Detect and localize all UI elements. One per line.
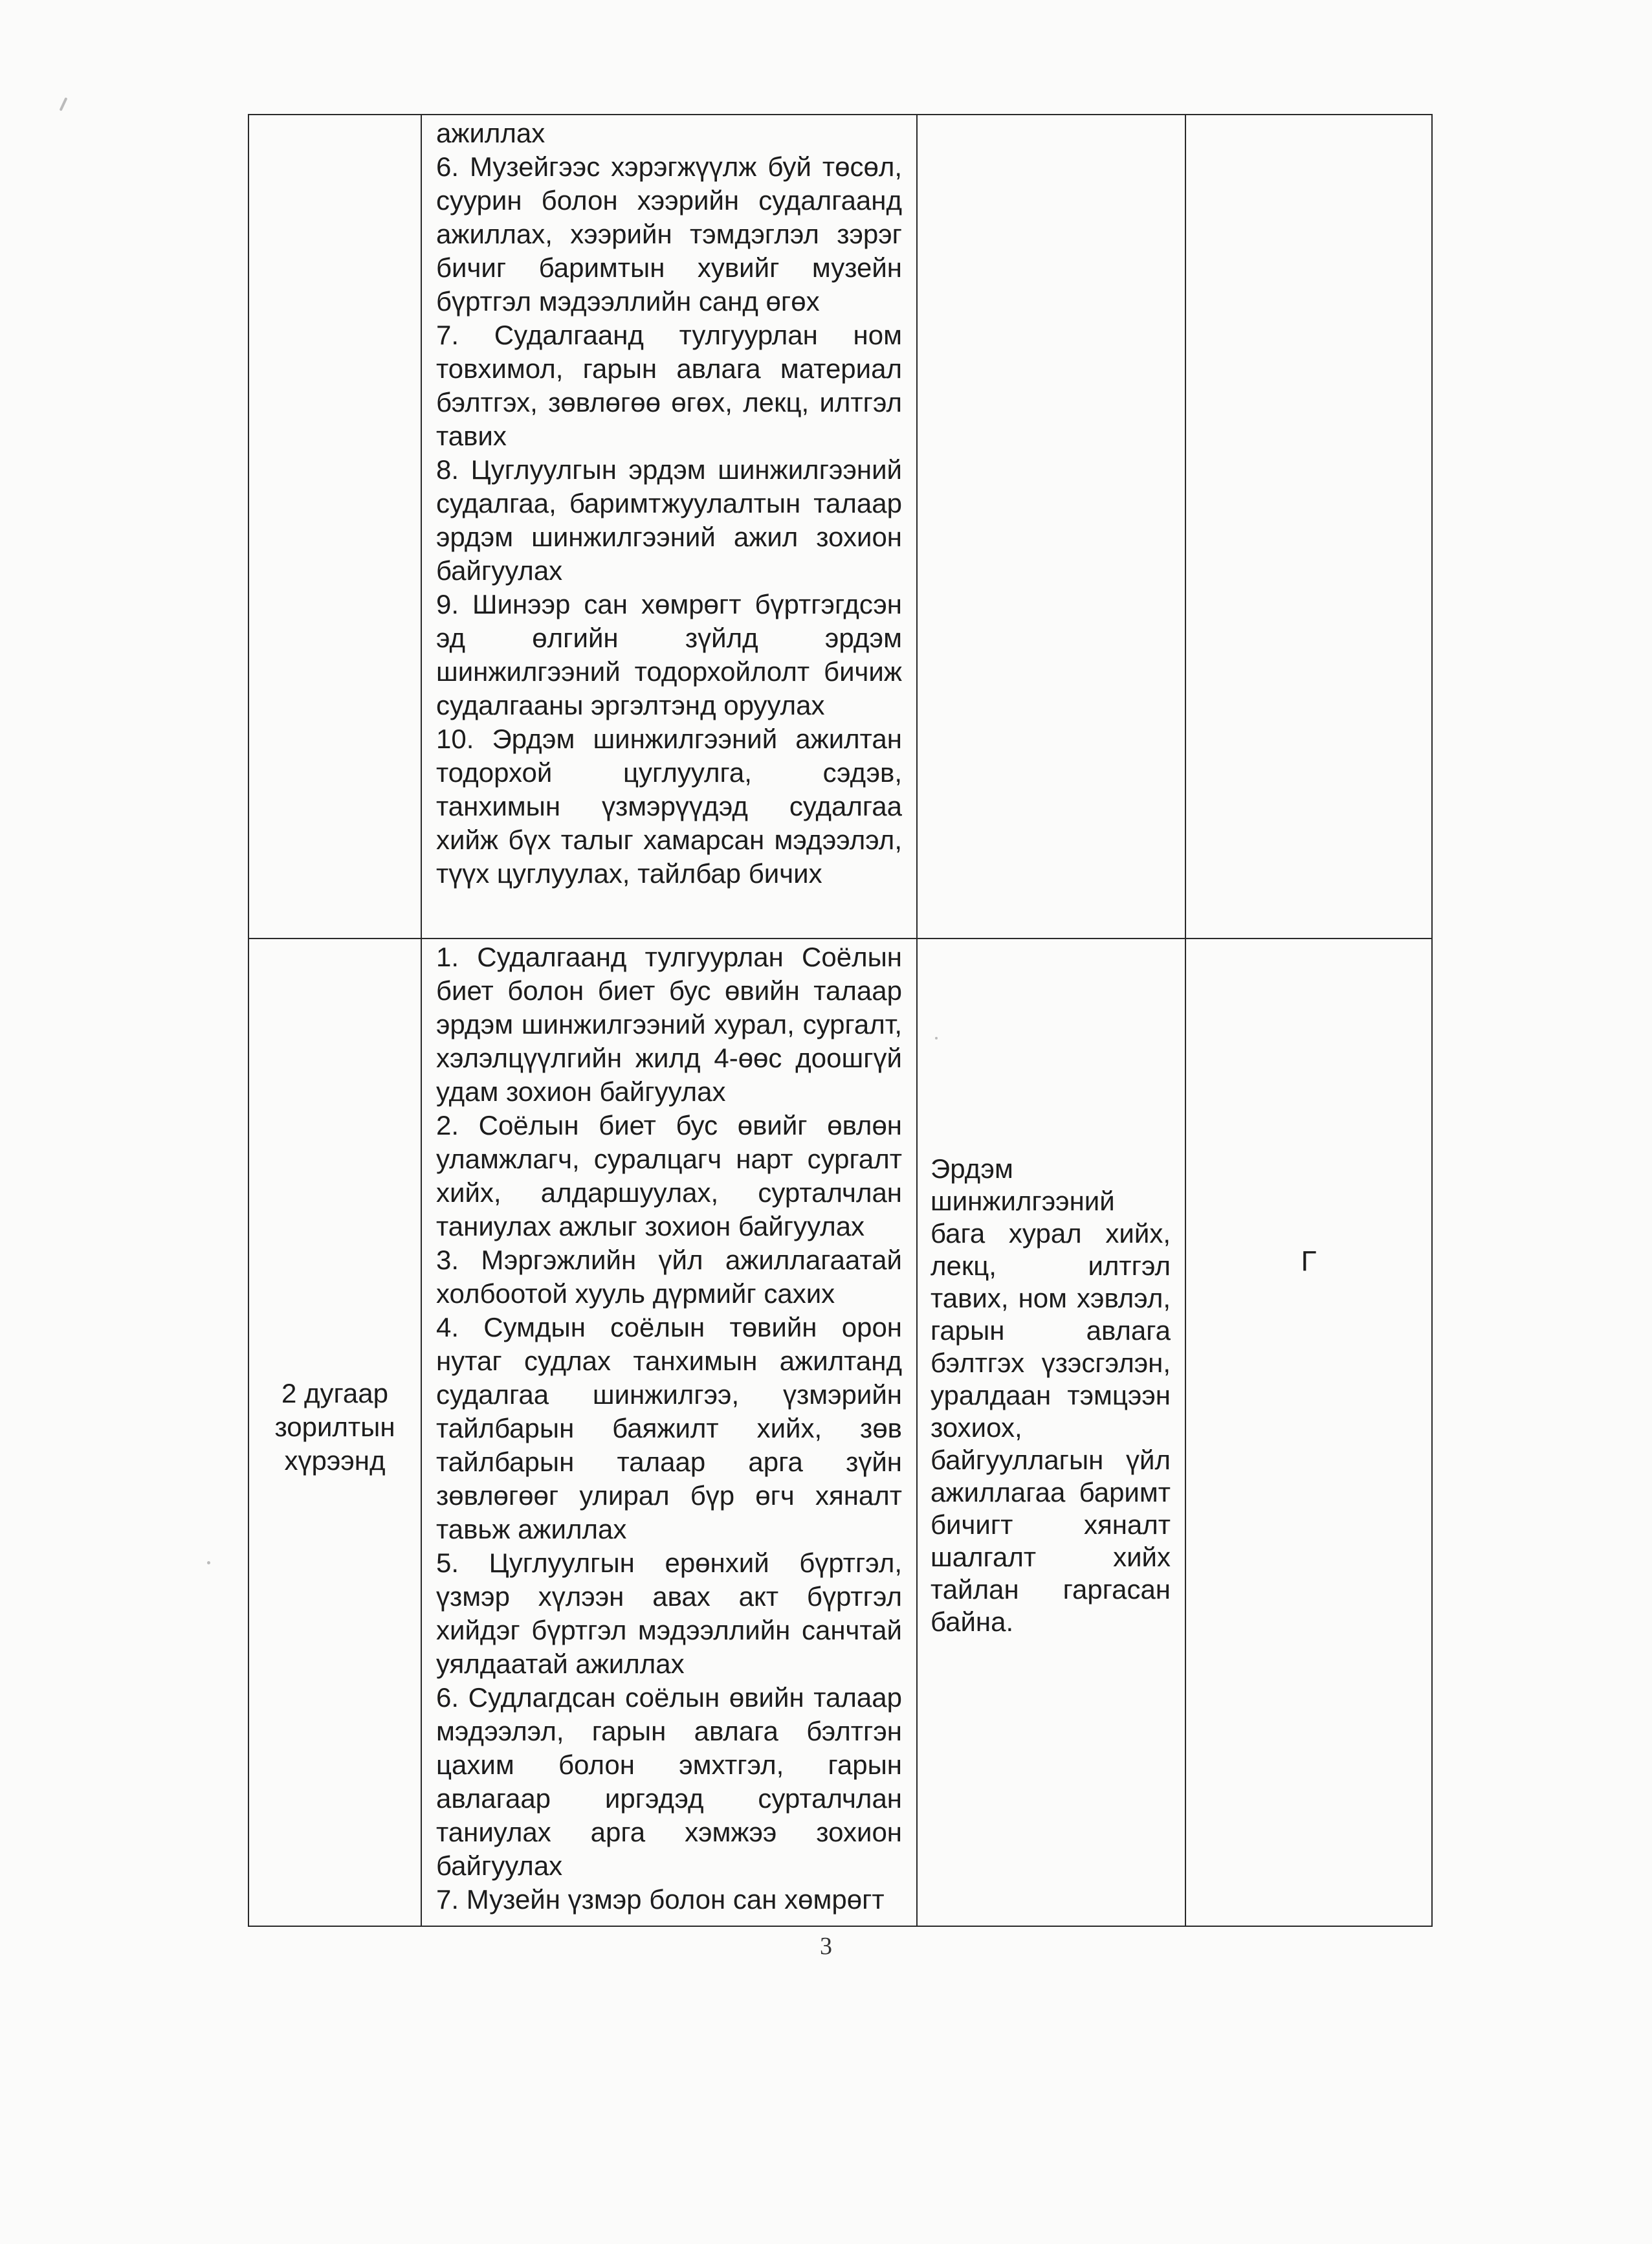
- task-item: 6. Музейгээс хэрэгжүүлж буй төсөл, суурин болон хээрийн судалгаанд ажиллах, хээрийн тэмдэглэл зэрэг бичиг баримтын хувийг музейн бүртгэл мэдээллийн санд өгөх: [436, 151, 902, 317]
- tasks-cell: [421, 115, 917, 939]
- task-item: 3. Мэргэжлийн үйл ажиллагаатай холбоотой хууль дүрмийг сахих: [436, 1245, 902, 1309]
- task-item: 7. Судалгаанд тулгуурлан ном товхимол, гарын авлага материал бэлтгэх, зөвлөгөө өгөх, лекц, илтгэл тавих: [436, 320, 902, 451]
- task-item: 1. Судалгаанд тулгуурлан Соёлын биет болон биет бус өвийн талаар эрдэм шинжилгээний хурал, сургалт, хэлэлцүүлгийн жилд 4-өөс доошгүй удам зохион байгуулах: [436, 942, 902, 1107]
- task-item: 4. Сумдын соёлын төвийн орон нутаг судлах танхимын ажилтанд судалгаа шинжилгээ, үзмэрийн тайлбарын баяжилт хийх, зөв тайлбарын талаар арга зүйн зөвлөгөөг улирал бүр өгч хяналт тавьж ажиллах: [436, 1312, 902, 1544]
- table-row: [248, 939, 1432, 1926]
- tasks-cell: [421, 939, 917, 1926]
- goal-label: 2 дугаар зорилтын хүрээнд: [274, 1378, 395, 1476]
- result-cell: [917, 115, 1185, 939]
- scan-mark: [60, 97, 68, 111]
- table-row: [248, 115, 1432, 939]
- result-cell: [917, 939, 1185, 1926]
- result-text: Эрдэм шинжилгээний бага хурал хийх, лекц, илтгэл тавих, ном хэвлэл, гарын авлага бэлтгэх үзэсгэлэн, уралдаан тэмцээн зохиох, байгууллагын үйл ажиллагаа баримт бичигт хяналт шалгалт хийх тайлан гаргасан байна.: [931, 1153, 1171, 1637]
- task-item: 8. Цуглуулгын эрдэм шинжилгээний судалгаа, баримтжуулалтын талаар эрдэм шинжилгээний ажил зохион байгуулах: [436, 454, 902, 586]
- task-item: 2. Соёлын биет бус өвийг өвлөн уламжлагч, суралцагч нарт сургалт хийх, алдаршуулах, сурталчлан таниулах ажлыг зохион байгуулах: [436, 1110, 902, 1241]
- task-item: 10. Эрдэм шинжилгээний ажилтан тодорхой цуглуулга, сэдэв, танхимын үзмэрүүдэд судалгаа хийж бүх талыг хамарсан мэдээлэл, түүх цуглуулах, тайлбар бичих: [436, 724, 902, 889]
- grade-cell: [1185, 115, 1432, 939]
- page-number: 3: [820, 1933, 832, 1960]
- task-item: 6. Судлагдсан соёлын өвийн талаар мэдээлэл, гарын авлага бэлтгэн цахим болон эмхтгэл, гарын авлагаар иргэдэд сурталчлан таниулах арга хэмжээ зохион байгуулах: [436, 1682, 902, 1881]
- grade-cell: [1185, 939, 1432, 1926]
- goal-label-cell: [248, 115, 421, 939]
- grade-text: Г: [1301, 1245, 1317, 1277]
- task-item: ажиллах: [436, 118, 545, 148]
- task-table: [248, 114, 1433, 1927]
- task-item: 7. Музейн үзмэр болон сан хөмрөгт: [436, 1884, 885, 1915]
- goal-label-cell: [248, 939, 421, 1926]
- task-item: 5. Цуглуулгын ерөнхий бүртгэл, үзмэр хүлээн авах акт бүртгэл хийдэг бүртгэл мэдээллийн санчтай уялдаатай ажиллах: [436, 1548, 902, 1679]
- task-item: 9. Шинээр сан хөмрөгт бүртгэгдсэн эд өлгийн зүйлд эрдэм шинжилгээний тодорхойлолт бичиж судалгааны эргэлтэнд оруулах: [436, 589, 902, 720]
- scan-mark: [207, 1561, 210, 1564]
